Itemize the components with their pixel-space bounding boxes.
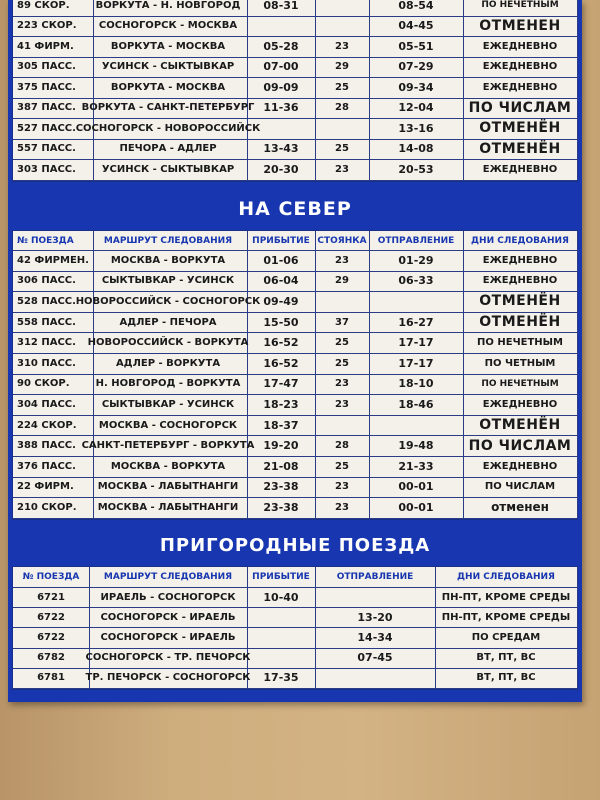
days-of-service: ПН-ПТ, КРОМЕ СРЕДЫ bbox=[435, 587, 578, 607]
stop-duration bbox=[315, 16, 370, 37]
train-number: 6722 bbox=[13, 607, 90, 627]
stop-duration: 25 bbox=[315, 332, 370, 353]
route: ИРАЕЛЬ - СОСНОГОРСК bbox=[89, 587, 248, 607]
table-row bbox=[13, 353, 577, 375]
table-row bbox=[13, 0, 577, 17]
timetable-board bbox=[8, 0, 582, 702]
train-number: 387 ПАСС. bbox=[13, 98, 94, 119]
departure-time: 09-34 bbox=[369, 77, 464, 98]
route: ВОРКУТА - Н. НОВГОРОД bbox=[89, 0, 248, 16]
departure-time: 13-20 bbox=[315, 607, 436, 627]
table-header-row bbox=[13, 231, 577, 251]
stop-duration: 23 bbox=[315, 477, 370, 498]
days-of-service: ВТ, ПТ, ВС bbox=[435, 668, 578, 688]
route: ВОРКУТА - МОСКВА bbox=[89, 77, 248, 98]
departure-time: 05-51 bbox=[369, 36, 464, 57]
days-of-service: отменен bbox=[463, 497, 578, 518]
route: ВОРКУТА - МОСКВА bbox=[89, 36, 248, 57]
arrival-time: 11-36 bbox=[247, 98, 316, 119]
suburban-trains-table bbox=[12, 566, 578, 690]
table-row bbox=[13, 627, 577, 648]
south-trains-table bbox=[12, 0, 578, 182]
days-of-service: ПО СРЕДАМ bbox=[435, 627, 578, 647]
stop-duration: 29 bbox=[315, 271, 370, 292]
route: СОСНОГОРСК - ТР. ПЕЧОРСК bbox=[89, 648, 248, 668]
north-trains-table bbox=[12, 230, 578, 520]
train-number: 306 ПАСС. bbox=[13, 271, 94, 292]
arrival-time: 06-04 bbox=[247, 271, 316, 292]
route: СОСНОГОРСК - МОСКВА bbox=[89, 16, 248, 37]
stop-duration: 28 bbox=[315, 435, 370, 456]
table-row bbox=[13, 57, 577, 79]
train-number: 22 ФИРМ. bbox=[13, 477, 94, 498]
days-of-service: ОТМЕНЁН bbox=[463, 415, 578, 436]
route: АДЛЕР - ПЕЧОРА bbox=[89, 312, 248, 333]
train-number: 6722 bbox=[13, 627, 90, 647]
stop-duration: 25 bbox=[315, 353, 370, 374]
route: УСИНСК - СЫКТЫВКАР bbox=[89, 57, 248, 78]
days-of-service: ОТМЕНЁН bbox=[463, 312, 578, 333]
train-number: 388 ПАСС. bbox=[13, 435, 94, 456]
stop-duration: 23 bbox=[315, 374, 370, 395]
departure-time: 04-45 bbox=[369, 16, 464, 37]
departure-time: 17-17 bbox=[369, 353, 464, 374]
arrival-time: 08-31 bbox=[247, 0, 316, 16]
arrival-time: 10-40 bbox=[247, 587, 316, 607]
table-row bbox=[13, 435, 577, 457]
train-number: 90 СКОР. bbox=[13, 374, 94, 395]
column-header: ОТПРАВЛЕНИЕ bbox=[315, 567, 436, 587]
route: СОСНОГОРСК - НОВОРОССИЙСК bbox=[89, 118, 248, 139]
stop-duration: 28 bbox=[315, 98, 370, 119]
table-row bbox=[13, 250, 577, 272]
days-of-service: ЕЖЕДНЕВНО bbox=[463, 159, 578, 180]
table-row bbox=[13, 291, 577, 313]
days-of-service: ЕЖЕДНЕВНО bbox=[463, 77, 578, 98]
departure-time: 16-27 bbox=[369, 312, 464, 333]
table-row bbox=[13, 139, 577, 161]
arrival-time: 01-06 bbox=[247, 250, 316, 271]
train-number: 527 ПАСС. bbox=[13, 118, 94, 139]
stop-duration: 23 bbox=[315, 497, 370, 518]
train-number: 305 ПАСС. bbox=[13, 57, 94, 78]
train-number: 6781 bbox=[13, 668, 90, 688]
train-number: 6782 bbox=[13, 648, 90, 668]
table-row bbox=[13, 98, 577, 120]
arrival-time: 23-38 bbox=[247, 497, 316, 518]
days-of-service: ПО ЧИСЛАМ bbox=[463, 98, 578, 119]
route: УСИНСК - СЫКТЫВКАР bbox=[89, 159, 248, 180]
departure-time: 18-46 bbox=[369, 394, 464, 415]
arrival-time: 23-38 bbox=[247, 477, 316, 498]
arrival-time: 18-23 bbox=[247, 394, 316, 415]
train-number: 304 ПАСС. bbox=[13, 394, 94, 415]
column-header: № ПОЕЗДА bbox=[13, 231, 94, 250]
stop-duration: 25 bbox=[315, 139, 370, 160]
departure-time: 17-17 bbox=[369, 332, 464, 353]
train-number: 42 ФИРМЕН. bbox=[13, 250, 94, 271]
departure-time bbox=[369, 415, 464, 436]
days-of-service: ЕЖЕДНЕВНО bbox=[463, 250, 578, 271]
route: САНКТ-ПЕТЕРБУРГ - ВОРКУТА bbox=[89, 435, 248, 456]
stop-duration: 23 bbox=[315, 250, 370, 271]
table-row bbox=[13, 668, 577, 689]
route: МОСКВА - ЛАБЫТНАНГИ bbox=[89, 477, 248, 498]
stop-duration: 25 bbox=[315, 456, 370, 477]
departure-time: 21-33 bbox=[369, 456, 464, 477]
stop-duration: 25 bbox=[315, 77, 370, 98]
column-header: ПРИБЫТИЕ bbox=[247, 231, 316, 250]
route: СОСНОГОРСК - ИРАЕЛЬ bbox=[89, 627, 248, 647]
arrival-time bbox=[247, 16, 316, 37]
arrival-time: 16-52 bbox=[247, 332, 316, 353]
arrival-time: 16-52 bbox=[247, 353, 316, 374]
departure-time: 12-04 bbox=[369, 98, 464, 119]
days-of-service: ВТ, ПТ, ВС bbox=[435, 648, 578, 668]
arrival-time bbox=[247, 627, 316, 647]
train-number: 375 ПАСС. bbox=[13, 77, 94, 98]
arrival-time: 13-43 bbox=[247, 139, 316, 160]
column-header: ОТПРАВЛЕНИЕ bbox=[369, 231, 464, 250]
column-header: ДНИ СЛЕДОВАНИЯ bbox=[435, 567, 578, 587]
route: МОСКВА - СОСНОГОРСК bbox=[89, 415, 248, 436]
arrival-time: 20-30 bbox=[247, 159, 316, 180]
departure-time bbox=[315, 668, 436, 688]
column-header: ПРИБЫТИЕ bbox=[247, 567, 316, 587]
days-of-service: ЕЖЕДНЕВНО bbox=[463, 36, 578, 57]
table-row bbox=[13, 456, 577, 478]
stop-duration: 23 bbox=[315, 394, 370, 415]
arrival-time: 09-09 bbox=[247, 77, 316, 98]
arrival-time bbox=[247, 118, 316, 139]
departure-time bbox=[369, 291, 464, 312]
train-number: 557 ПАСС. bbox=[13, 139, 94, 160]
north-section-title: НА СЕВЕР bbox=[238, 198, 352, 220]
days-of-service: ПО НЕЧЕТНЫМ bbox=[463, 0, 578, 16]
route: МОСКВА - ВОРКУТА bbox=[89, 250, 248, 271]
train-number: 41 ФИРМ. bbox=[13, 36, 94, 57]
route: НОВОРОССИЙСК - ВОРКУТА bbox=[89, 332, 248, 353]
departure-time: 00-01 bbox=[369, 477, 464, 498]
route: СЫКТЫВКАР - УСИНСК bbox=[89, 271, 248, 292]
route: Н. НОВГОРОД - ВОРКУТА bbox=[89, 374, 248, 395]
table-row bbox=[13, 118, 577, 140]
days-of-service: ОТМЕНЁН bbox=[463, 291, 578, 312]
departure-time bbox=[315, 587, 436, 607]
table-row bbox=[13, 648, 577, 669]
stop-duration: 37 bbox=[315, 312, 370, 333]
table-row bbox=[13, 415, 577, 437]
days-of-service: ОТМЕНЁН bbox=[463, 139, 578, 160]
departure-time: 19-48 bbox=[369, 435, 464, 456]
days-of-service: ПО НЕЧЕТНЫМ bbox=[463, 332, 578, 353]
stop-duration: 29 bbox=[315, 57, 370, 78]
train-number: 303 ПАСС. bbox=[13, 159, 94, 180]
table-row bbox=[13, 332, 577, 354]
train-number: 6721 bbox=[13, 587, 90, 607]
arrival-time: 19-20 bbox=[247, 435, 316, 456]
days-of-service: ЕЖЕДНЕВНО bbox=[463, 57, 578, 78]
departure-time: 06-33 bbox=[369, 271, 464, 292]
days-of-service: ПО ЧИСЛАМ bbox=[463, 477, 578, 498]
stop-duration bbox=[315, 0, 370, 16]
arrival-time: 09-49 bbox=[247, 291, 316, 312]
days-of-service: ЕЖЕДНЕВНО bbox=[463, 456, 578, 477]
train-number: 310 ПАСС. bbox=[13, 353, 94, 374]
departure-time: 07-29 bbox=[369, 57, 464, 78]
table-row bbox=[13, 159, 577, 181]
days-of-service: ПО ЧЕТНЫМ bbox=[463, 353, 578, 374]
route: МОСКВА - ВОРКУТА bbox=[89, 456, 248, 477]
departure-time: 00-01 bbox=[369, 497, 464, 518]
stop-duration: 23 bbox=[315, 159, 370, 180]
departure-time: 08-54 bbox=[369, 0, 464, 16]
arrival-time: 07-00 bbox=[247, 57, 316, 78]
stop-duration bbox=[315, 291, 370, 312]
train-number: 528 ПАСС. bbox=[13, 291, 94, 312]
departure-time: 13-16 bbox=[369, 118, 464, 139]
days-of-service: ПО ЧИСЛАМ bbox=[463, 435, 578, 456]
table-row bbox=[13, 374, 577, 396]
table-row bbox=[13, 16, 577, 38]
train-number: 224 СКОР. bbox=[13, 415, 94, 436]
column-header: МАРШРУТ СЛЕДОВАНИЯ bbox=[89, 231, 248, 250]
arrival-time: 05-28 bbox=[247, 36, 316, 57]
departure-time: 18-10 bbox=[369, 374, 464, 395]
table-row bbox=[13, 607, 577, 628]
route: ТР. ПЕЧОРСК - СОСНОГОРСК bbox=[89, 668, 248, 688]
days-of-service: ПН-ПТ, КРОМЕ СРЕДЫ bbox=[435, 607, 578, 627]
route: ПЕЧОРА - АДЛЕР bbox=[89, 139, 248, 160]
column-header: МАРШРУТ СЛЕДОВАНИЯ bbox=[89, 567, 248, 587]
arrival-time bbox=[247, 607, 316, 627]
suburban-section-title: ПРИГОРОДНЫЕ ПОЕЗДА bbox=[159, 535, 431, 556]
table-row bbox=[13, 312, 577, 334]
table-row bbox=[13, 587, 577, 608]
days-of-service: ЕЖЕДНЕВНО bbox=[463, 394, 578, 415]
table-row bbox=[13, 497, 577, 519]
train-number: 89 СКОР. bbox=[13, 0, 94, 16]
departure-time: 14-34 bbox=[315, 627, 436, 647]
days-of-service: ПО НЕЧЕТНЫМ bbox=[463, 374, 578, 395]
table-row bbox=[13, 271, 577, 293]
route: АДЛЕР - ВОРКУТА bbox=[89, 353, 248, 374]
train-number: 223 СКОР. bbox=[13, 16, 94, 37]
arrival-time: 17-35 bbox=[247, 668, 316, 688]
route: МОСКВА - ЛАБЫТНАНГИ bbox=[89, 497, 248, 518]
stop-duration: 23 bbox=[315, 36, 370, 57]
arrival-time bbox=[247, 648, 316, 668]
column-header: ДНИ СЛЕДОВАНИЯ bbox=[463, 231, 578, 250]
stop-duration bbox=[315, 415, 370, 436]
table-row bbox=[13, 36, 577, 58]
route: СЫКТЫВКАР - УСИНСК bbox=[89, 394, 248, 415]
route: НОВОРОССИЙСК - СОСНОГОРСК bbox=[89, 291, 248, 312]
train-number: 558 ПАСС. bbox=[13, 312, 94, 333]
table-row bbox=[13, 394, 577, 416]
arrival-time: 21-08 bbox=[247, 456, 316, 477]
train-number: 376 ПАСС. bbox=[13, 456, 94, 477]
column-header: № ПОЕЗДА bbox=[13, 567, 90, 587]
departure-time: 14-08 bbox=[369, 139, 464, 160]
column-header: СТОЯНКА bbox=[315, 231, 370, 250]
train-number: 210 СКОР. bbox=[13, 497, 94, 518]
arrival-time: 17-47 bbox=[247, 374, 316, 395]
days-of-service: ОТМЕНЁН bbox=[463, 118, 578, 139]
departure-time: 20-53 bbox=[369, 159, 464, 180]
days-of-service: ЕЖЕДНЕВНО bbox=[463, 271, 578, 292]
days-of-service: ОТМЕНЕН bbox=[463, 16, 578, 37]
table-row bbox=[13, 477, 577, 499]
route: СОСНОГОРСК - ИРАЕЛЬ bbox=[89, 607, 248, 627]
departure-time: 07-45 bbox=[315, 648, 436, 668]
table-row bbox=[13, 77, 577, 99]
route: ВОРКУТА - САНКТ-ПЕТЕРБУРГ bbox=[89, 98, 248, 119]
train-number: 312 ПАСС. bbox=[13, 332, 94, 353]
table-header-row bbox=[13, 567, 577, 588]
stop-duration bbox=[315, 118, 370, 139]
arrival-time: 18-37 bbox=[247, 415, 316, 436]
arrival-time: 15-50 bbox=[247, 312, 316, 333]
departure-time: 01-29 bbox=[369, 250, 464, 271]
